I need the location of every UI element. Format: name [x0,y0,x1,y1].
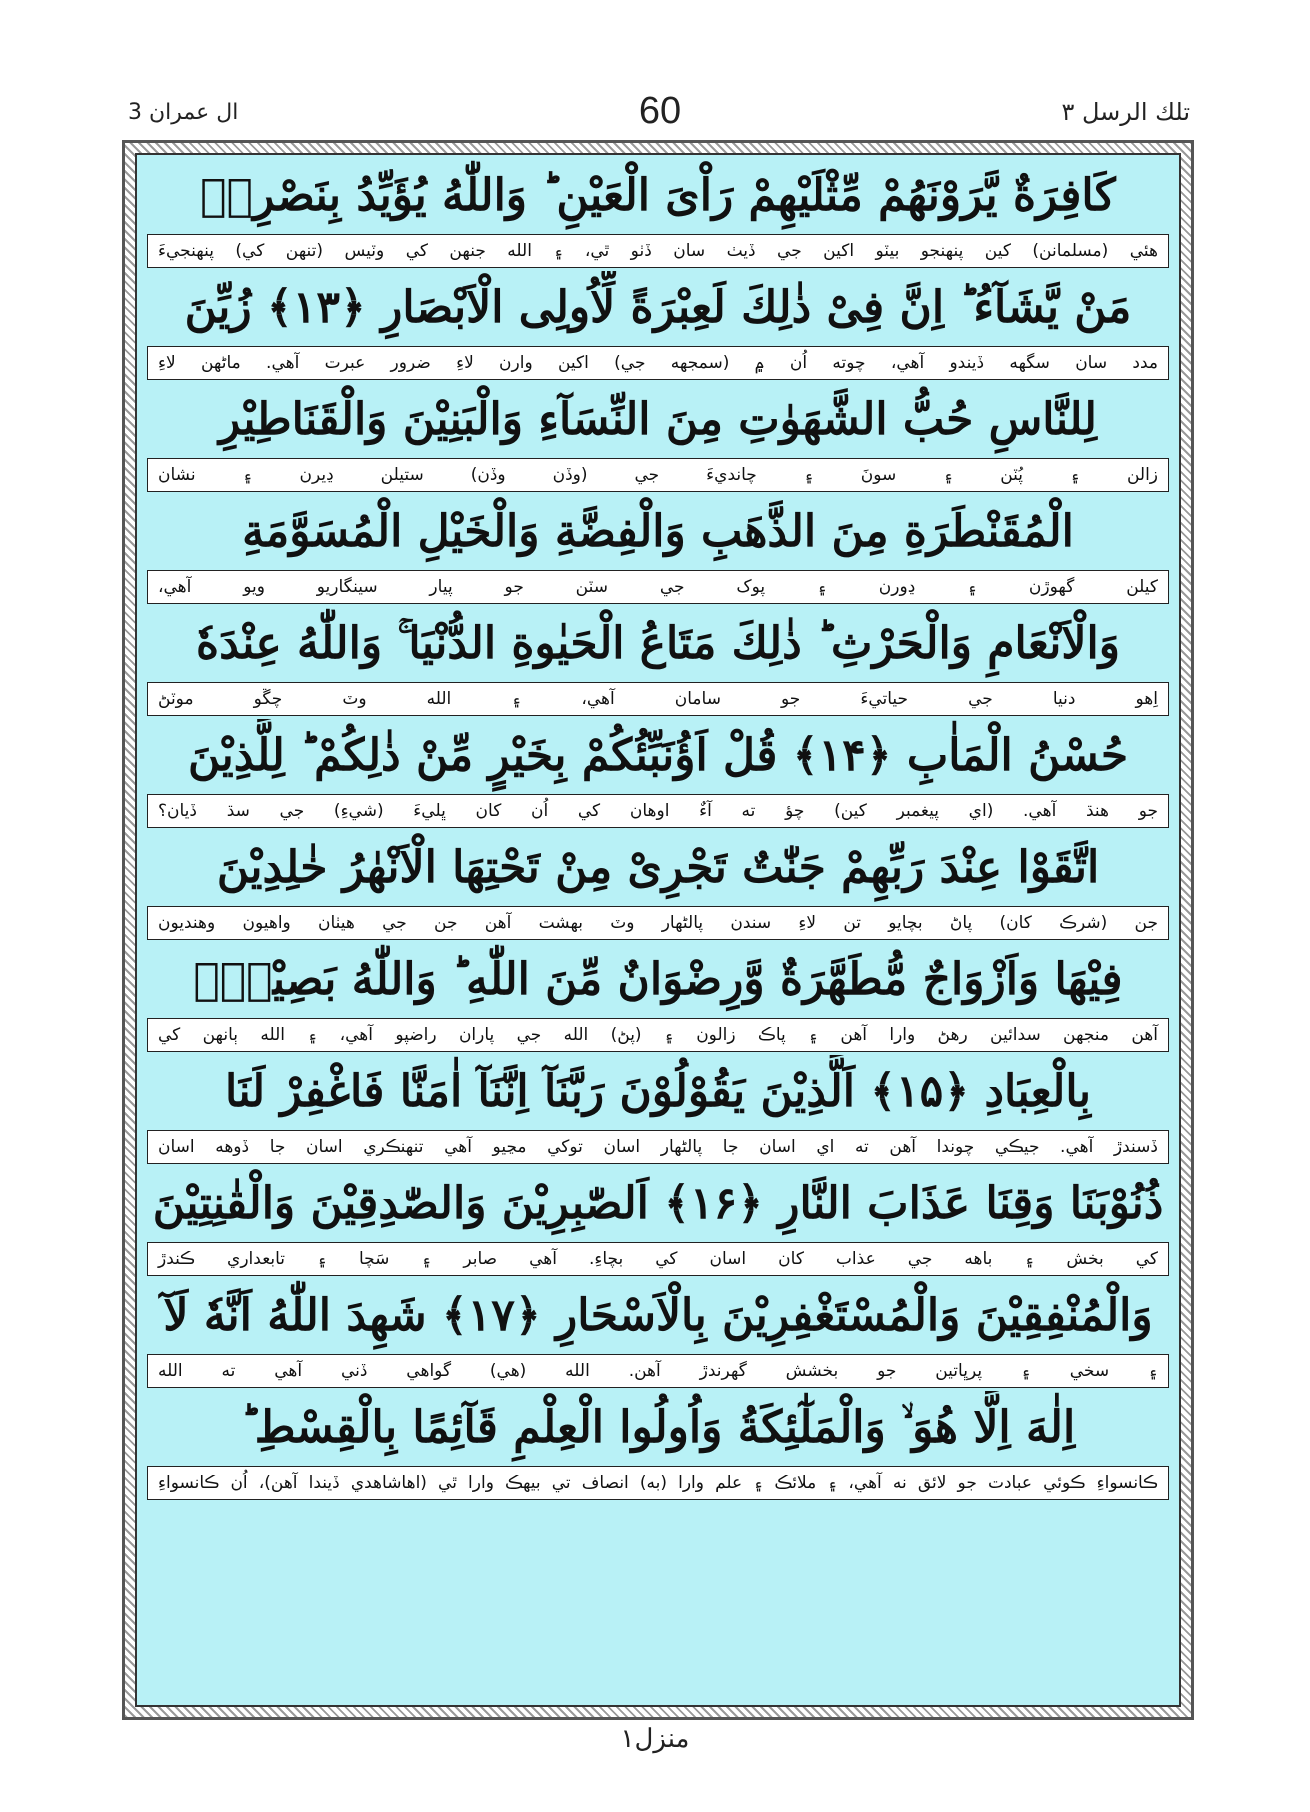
arabic-line: مَنْ يَّشَآءُ ؕ اِنَّ فِىْ ذٰلِكَ لَعِبْرَةً لِّاُولِى الْاَبْصَارِ ﴿۱۳﴾ زُيِّنَ [184,282,1132,333]
translation-line: ۽ سخي ۽ پرڀاتين جو بخشش گهرندڙ آهن. الله (هي) گواهي ڏني آهي ته الله [147,1354,1169,1388]
arabic-line: بِالْعِبَادِ ﴿۱۵﴾ اَلَّذِيْنَ يَقُوْلُوْنَ رَبَّنَآ اِنَّنَآ اٰمَنَّا فَاغْفِرْ لَنَا [225,1066,1091,1117]
translation-line: جن (شرڪ کان) پاڻ بچايو تن لاءِ سندن پالڻهار وٽ بهشت آهن جن جي هيٺان واهيون وهنديون [147,906,1169,940]
manzil-label: منزل١ [620,1724,690,1754]
arabic-line: حُسْنُ الْمَاٰبِ ﴿۱۴﴾ قُلْ اَؤُنَبِّئُكُمْ بِخَيْرٍ مِّنْ ذٰلِكُمْ ؕ لِلَّذِيْنَ [187,730,1129,781]
arabic-line: اتَّقَوْا عِنْدَ رَبِّهِمْ جَنّٰتٌ تَجْرِىْ مِنْ تَحْتِهَا الْاَنْهٰرُ خٰلِدِيْنَ [216,842,1100,893]
page-border [122,140,1194,1720]
arabic-line: فِيْهَا وَاَزْوَاجٌ مُّطَهَّرَةٌ وَّرِضْوَانٌ مِّنَ اللّٰهِ ؕ وَاللّٰهُ بَصِيْرٌۢ [193,954,1123,1005]
arabic-line: وَالْمُنْفِقِيْنَ وَالْمُسْتَغْفِرِيْنَ بِالْاَسْحَارِ ﴿۱۷﴾ شَهِدَ اللّٰهُ اَنَّهٗ لَآ [163,1290,1153,1341]
page-number: 60 [638,90,682,132]
arabic-line: لِلنَّاسِ حُبُّ الشَّهَوٰتِ مِنَ النِّسَآءِ وَالْبَنِيْنَ وَالْقَنَاطِيْرِ [219,394,1097,445]
arabic-line: الْمُقَنْطَرَةِ مِنَ الذَّهَبِ وَالْفِضَّةِ وَالْخَيْلِ الْمُسَوَّمَةِ [242,506,1074,557]
arabic-line: وَالْاَنْعَامِ وَالْحَرْثِ ؕ ذٰلِكَ مَتَاعُ الْحَيٰوةِ الدُّنْيَا ۚ وَاللّٰهُ عِنْدَهٗ [196,618,1120,669]
translation-line: مدد سان سگهه ڏيندو آهي، چوته اُن ۾ (سمجهه جي) اکين وارن لاءِ ضرور عبرت آهي. ماڻهن لاءِ [147,346,1169,380]
translation-line: زالن ۽ پُٽن ۽ سونَ ۽ چانديءَ جي (وڏن وڏن) ستيلن ڍيرن ۽ نشان [147,458,1169,492]
arabic-line: ذُنُوْبَنَا وَقِنَا عَذَابَ النَّارِ ﴿۱۶﴾ اَلصّٰبِرِيْنَ وَالصّٰدِقِيْنَ وَالْقٰنِتِيْنَ [152,1178,1164,1229]
translation-line: جو هنڌ آهي. (اي پيغمبر کين) چؤ ته آءٌ اوهان کي اُن کان ڀليءَ (شيءِ) جي سڌ ڏيان؟ [147,794,1169,828]
text-panel [135,153,1181,1707]
translation-line: ڪانسواءِ ڪوئي عبادت جو لائق نه آهي، ۽ ملائڪ ۽ علم وارا (به) انصاف تي بيهڪ وارا ٿي (اهاشاهدي ڏيندا آهن)، اُن ڪانسواءِ [147,1466,1169,1500]
translation-line: کيلن گهوڙن ۽ ڍورن ۽ پوک جي سٽن جو پيار سينگاريو ويو آهي، [147,570,1169,604]
translation-line: اِهو دنيا جي حياتيءَ جو سامان آهي، ۽ الله وٽ چڱو موٽڻ [147,682,1169,716]
surah-name: ال عمران 3 [128,100,239,125]
translation-line: هئي (مسلمانن) کين پنهنجو بيٽو اکين جي ڏيٺ سان ڏٺو ٿي، ۽ الله جنهن کي وٽيس (تنهن کي) پنهنجيءَ [147,234,1169,268]
translation-line: آهن منجهن سدائين رهڻ وارا آهن ۽ پاڪ زالون ۽ (پڻ) الله جي پاران راضپو آهي، ۽ الله ٻانهن کي [147,1018,1169,1052]
translation-line: کي بخش ۽ باهه جي عذاب کان اسان کي بچاءِ. آهي صابر ۽ سَچا ۽ تابعداري ڪندڙ [147,1242,1169,1276]
translation-line: ڏسندڙ آهي. جيڪي چوندا آهن ته اي اسان جا پالڻهار اسان توکي مڃيو آهي تنهنڪري اسان جا ڏوهه اسان [147,1130,1169,1164]
page-header [120,92,1200,138]
juz-name: تلك الرسل ٣ [1061,98,1190,126]
arabic-line: اِلٰهَ اِلَّا هُوَ ۙ وَالْمَلٰٓئِكَةُ وَاُولُوا الْعِلْمِ قَآئِمًا بِالْقِسْطِ ؕ [240,1402,1076,1453]
arabic-line: كَافِرَةٌ يَّرَوْنَهُمْ مِّثْلَيْهِمْ رَاْىَ الْعَيْنِ ؕ وَاللّٰهُ يُؤَيِّدُ بِنَصْرِهٖ [200,170,1116,221]
